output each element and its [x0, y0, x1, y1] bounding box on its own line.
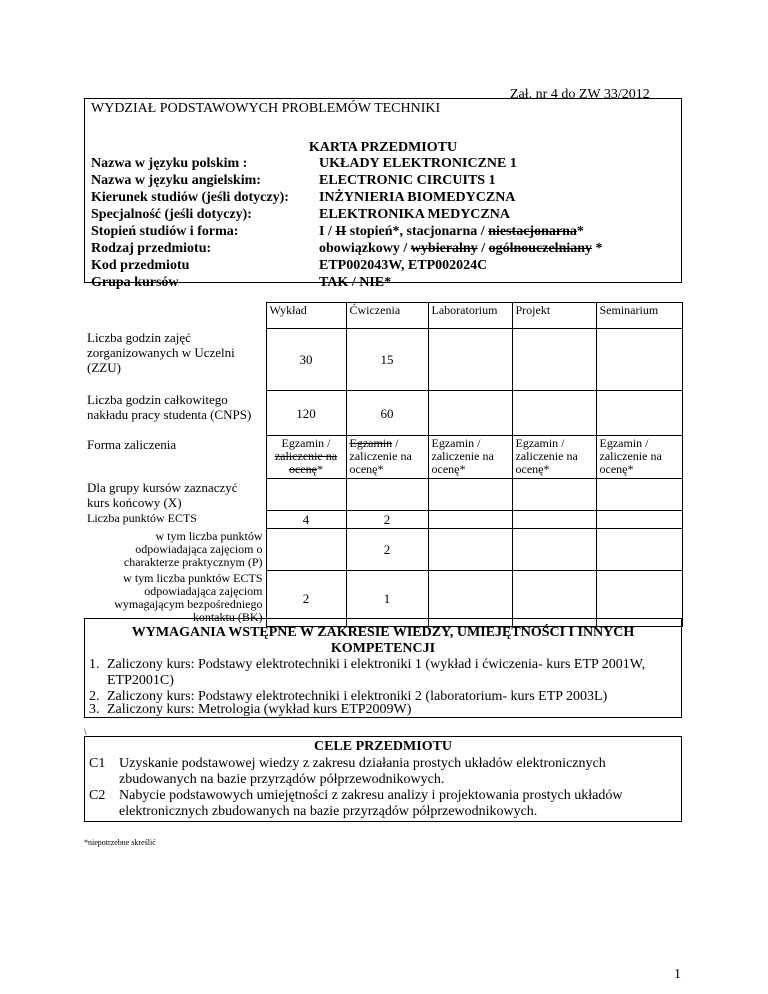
final-seminar: [596, 479, 682, 511]
ects-project: [512, 511, 596, 529]
requirement-number: 1.: [89, 657, 100, 672]
row-practical: [84, 529, 682, 571]
name-pl-label: Nazwa w języku polskim :: [91, 156, 248, 171]
goal-code: C2: [89, 788, 106, 803]
ects-exercises: 2: [346, 511, 428, 529]
card-title: KARTA PRZEDMIOTU: [308, 140, 458, 155]
final-lecture: [266, 479, 346, 511]
ects-label: Liczba punktów ECTS: [84, 511, 266, 529]
course-code-label: Kod przedmiotu: [91, 258, 190, 273]
bk-lecture: 2: [266, 571, 346, 627]
degree-label: Stopień studiów i forma:: [91, 224, 239, 239]
bk-exercises: 1: [346, 571, 428, 627]
bk-label: w tym liczba punktów ECTS odpowiadająca zajęciom wymagającym bezpośredniego kontaktu (BK): [84, 571, 266, 627]
row-form: [84, 436, 682, 479]
name-en-label: Nazwa w języku angielskim:: [91, 173, 261, 188]
col-exercises: Ćwiczenia: [346, 303, 428, 329]
form-lecture: Egzamin / zaliczenie na ocenę*: [266, 436, 346, 479]
course-info-box: [84, 98, 682, 290]
requirement-number: 2.: [89, 689, 100, 704]
course-type-value: obowiązkowy / wybieralny / ogólnouczelniany *: [319, 241, 603, 256]
ects-laboratory: [428, 511, 512, 529]
final-course-label: Dla grupy kursów zaznaczyć kurs końcowy (X): [84, 479, 266, 511]
faculty-name: WYDZIAŁ PODSTAWOWYCH PROBLEMÓW TECHNIKI: [91, 101, 441, 116]
cnps-exercises: 60: [346, 391, 428, 436]
goal-code: C1: [89, 756, 106, 771]
form-laboratory: Egzamin / zaliczenie na ocenę*: [428, 436, 512, 479]
final-exercises: [346, 479, 428, 511]
cnps-seminar: [596, 391, 682, 436]
row-cnps: [84, 391, 682, 436]
table-header-row: [84, 303, 682, 329]
course-code-value: ETP002043W, ETP002024C: [319, 258, 488, 273]
name-en-value: ELECTRONIC CIRCUITS 1: [319, 173, 496, 188]
header-empty-cell: [84, 303, 266, 329]
course-group-value: TAK / NIE*: [319, 275, 392, 290]
course-group-label: Grupa kursów: [91, 275, 179, 290]
final-laboratory: [428, 479, 512, 511]
specialty-value: ELEKTRONIKA MEDYCZNA: [319, 207, 510, 222]
practical-laboratory: [428, 529, 512, 571]
hours-table: [84, 302, 683, 627]
zzu-label: Liczba godzin zajęć zorganizowanych w Uczelni (ZZU): [84, 329, 266, 391]
course-type-label: Rodzaj przedmiotu:: [91, 241, 212, 256]
col-lecture: Wykład: [266, 303, 346, 329]
field-value: INŻYNIERIA BIOMEDYCZNA: [319, 190, 516, 205]
practical-label: w tym liczba punktów odpowiadająca zajęciom o charakterze praktycznym (P): [84, 529, 266, 571]
row-ects: [84, 511, 682, 529]
goal-text: Uzyskanie podstawowej wiedzy z zakresu działania prostych układów elektronicznych zbudowanych na bazie przyrządów półprzewodnikowych.: [119, 756, 606, 787]
practical-seminar: [596, 529, 682, 571]
name-pl-value: UKŁADY ELEKTRONICZNE 1: [319, 156, 517, 171]
annex-reference: Zał. nr 4 do ZW 33/2012: [510, 87, 650, 102]
form-label: Forma zaliczenia: [84, 436, 266, 479]
goals-box: [84, 736, 682, 822]
requirements-title: WYMAGANIA WSTĘPNE W ZAKRESIE WIEDZY, UMIEJĘTNOŚCI I INNYCH KOMPETENCJI: [131, 625, 635, 656]
col-project: Projekt: [512, 303, 596, 329]
form-seminar: Egzamin / zaliczenie na ocenę*: [596, 436, 682, 479]
goal-text: Nabycie podstawowych umiejętności z zakresu analizy i projektowania prostych układów elektronicznych zbudowanych na bazie przyrządów półprzewodnikowych.: [119, 788, 623, 819]
requirement-number: 3.: [89, 702, 100, 717]
degree-value: I / II stopień*, stacjonarna / niestacjonarna*: [319, 224, 584, 239]
form-exercises: Egzamin / zaliczenie na ocenę*: [346, 436, 428, 479]
ects-lecture: 4: [266, 511, 346, 529]
zzu-laboratory: [428, 329, 512, 391]
field-label: Kierunek studiów (jeśli dotyczy):: [91, 190, 289, 205]
zzu-seminar: [596, 329, 682, 391]
form-project: Egzamin / zaliczenie na ocenę*: [512, 436, 596, 479]
zzu-lecture: 30: [266, 329, 346, 391]
row-final-course: [84, 479, 682, 511]
col-laboratory: Laboratorium: [428, 303, 512, 329]
page-number: 1: [674, 967, 681, 982]
requirements-box: [84, 618, 682, 718]
zzu-project: [512, 329, 596, 391]
row-zzu: [84, 329, 682, 391]
cnps-lecture: 120: [266, 391, 346, 436]
zzu-exercises: 15: [346, 329, 428, 391]
stray-mark: \: [84, 727, 87, 737]
cnps-laboratory: [428, 391, 512, 436]
col-seminar: Seminarium: [596, 303, 682, 329]
specialty-label: Specjalność (jeśli dotyczy):: [91, 207, 252, 222]
requirement-text: Zaliczony kurs: Podstawy elektrotechniki i elektroniki 2 (laboratorium- kurs ETP 2003L): [107, 689, 608, 704]
requirement-text: Zaliczony kurs: Podstawy elektrotechniki i elektroniki 1 (wykład i ćwiczenia- kurs ETP 2001W, ETP2001C): [107, 657, 646, 688]
cnps-project: [512, 391, 596, 436]
ects-seminar: [596, 511, 682, 529]
practical-project: [512, 529, 596, 571]
cnps-label: Liczba godzin całkowitego nakładu pracy studenta (CNPS): [84, 391, 266, 436]
practical-exercises: 2: [346, 529, 428, 571]
requirement-text: Zaliczony kurs: Metrologia (wykład kurs ETP2009W): [107, 702, 412, 717]
final-project: [512, 479, 596, 511]
practical-lecture: [266, 529, 346, 571]
footnote: *niepotrzebne skreślić: [84, 838, 156, 847]
goals-title: CELE PRZEDMIOTU: [313, 739, 453, 754]
